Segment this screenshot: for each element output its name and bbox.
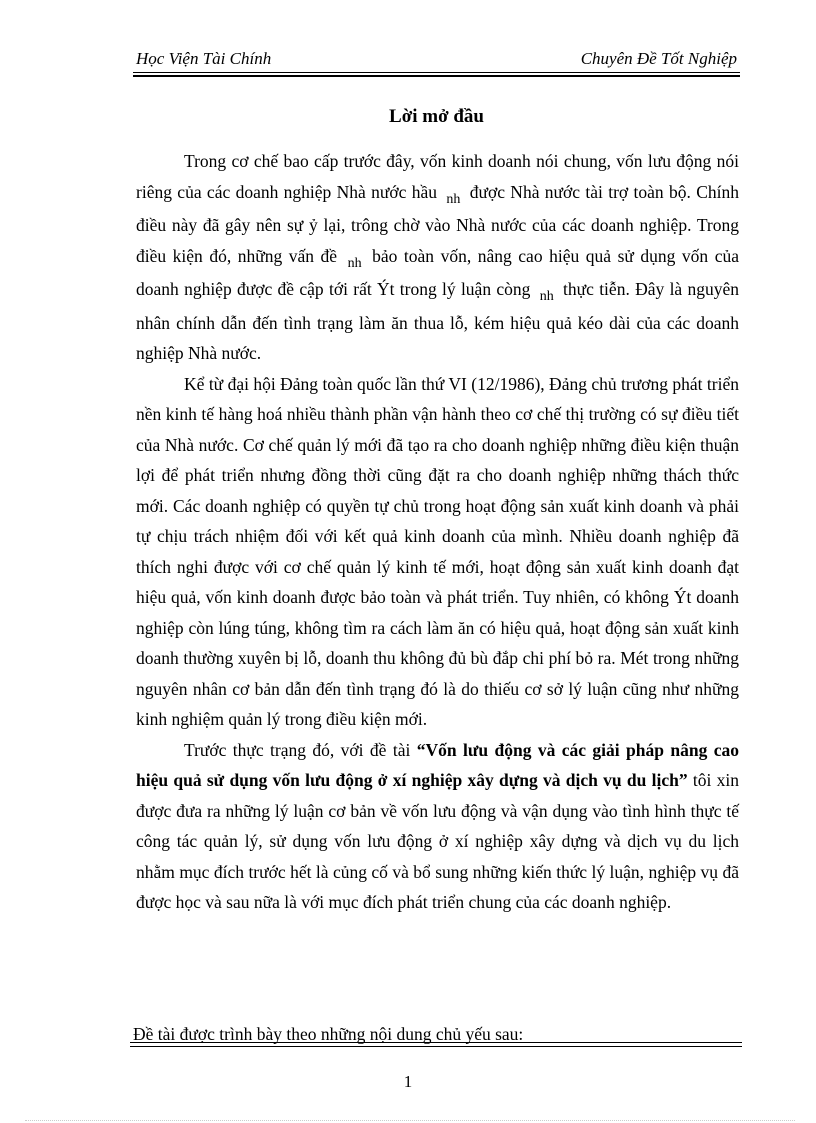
p1-artifact-2: nh [347, 255, 362, 271]
paragraph-3 [136, 735, 739, 918]
page-bottom-edge [25, 1120, 795, 1121]
p1-text-b: được Nhà nước tài trợ toàn bộ. Chính điều này đã gây nên sự ỷ lại, trông chờ vào Nhà nước của các doanh nghiệp. Trong điều kiện đó, những vấn đề [136, 181, 739, 266]
header-right: Chuyên Đề Tốt Nghiệp [580, 49, 737, 68]
p1-text-d: thực tiễn. Đây là nguyên nhân chính dẫn đến tình trạng làm ăn thua lỗ, kém hiệu quả kéo dài của các doanh nghiệp Nhà nước. [136, 279, 740, 363]
document-body [136, 146, 739, 918]
p1-text-c: bảo toàn vốn, nâng cao hiệu quả sử dụng vốn của doanh nghiệp được đề cập tới rất Ýt trong lý luận còng [136, 245, 739, 299]
page-title: Lời mở đầu [389, 106, 484, 127]
header-rule-thin [133, 72, 740, 73]
paragraph-1 [136, 146, 739, 369]
p3-thesis-title: “Vốn lưu động và các giải pháp nâng cao hiệu quả sử dụng vốn lưu động ở xí nghiệp xây dựng và dịch vụ du lịch” [136, 739, 740, 790]
p3-text-b: tôi xin được đưa ra những lý luận cơ bản về vốn lưu động và vận dụng vào tình hình thực tế công tác quản lý, sử dụng vốn lưu động ở xí nghiệp xây dựng và dịch vụ du lịch nhằm mục đích trước hết là củng cố và bổ sung những kiến thức lý luận, nghiệp vụ đã được học và sau nữa là với mục đích phát triển chung của các doanh nghiệp. [136, 770, 740, 912]
page-header [133, 47, 740, 75]
paragraph-2: Kể từ đại hội Đảng toàn quốc lần thứ VI (12/1986), Đảng chủ trương phát triển nền kinh tế hàng hoá nhiều thành phần vận hành theo cơ chế thị trường có sự điều tiết của Nhà nước. Cơ chế quản lý mới đã tạo ra cho doanh nghiệp những điều kiện thuận lợi để phát triển nhưng đồng thời cũng đặt ra cho doanh nghiệp những thách thức mới. Các doanh nghiệp có quyền tự chủ trong hoạt động sản xuất kinh doanh và phải tự chịu trách nhiệm đối với kết quả kinh doanh của mình. Nhiều doanh nghiệp đã thích nghi được với cơ chế quản lý kinh tế mới, hoạt động sản xuất kinh doanh đạt hiệu quả, vốn kinh doanh được bảo toàn và phát triển. Tuy nhiên, có không Ýt doanh nghiệp còn lúng túng, không tìm ra cách làm ăn có hiệu quả, hoạt động sản xuất kinh doanh thường xuyên bị lỗ, doanh thu không đủ bù đắp chi phí bỏ ra. Mét trong những nguyên nhân cơ bản dẫn đến tình trạng đó là do thiếu cơ sở lý luận cũng như những kinh nghiệm quản lý trong điều kiện mới. [136, 373, 739, 729]
p1-artifact-1: nh [446, 191, 461, 207]
p3-text-a: Trước thực trạng đó, với đề tài [184, 739, 411, 760]
header-left: Học Viện Tài Chính [136, 49, 272, 68]
contents-intro-line: Đề tài được trình bày theo những nội dung chủ yếu sau: [133, 1024, 524, 1044]
p1-artifact-3: nh [539, 289, 554, 304]
footer-rule-1 [130, 1042, 742, 1043]
page-number: 1 [403, 1072, 413, 1091]
header-rule-thick [133, 75, 740, 77]
p1-text-a: Trong cơ chế bao cấp trước đây, vốn kinh doanh nói chung, vốn lưu động nói riêng của các doanh nghiệp Nhà nước hầu [136, 151, 739, 202]
footer-rule-2 [130, 1046, 742, 1047]
